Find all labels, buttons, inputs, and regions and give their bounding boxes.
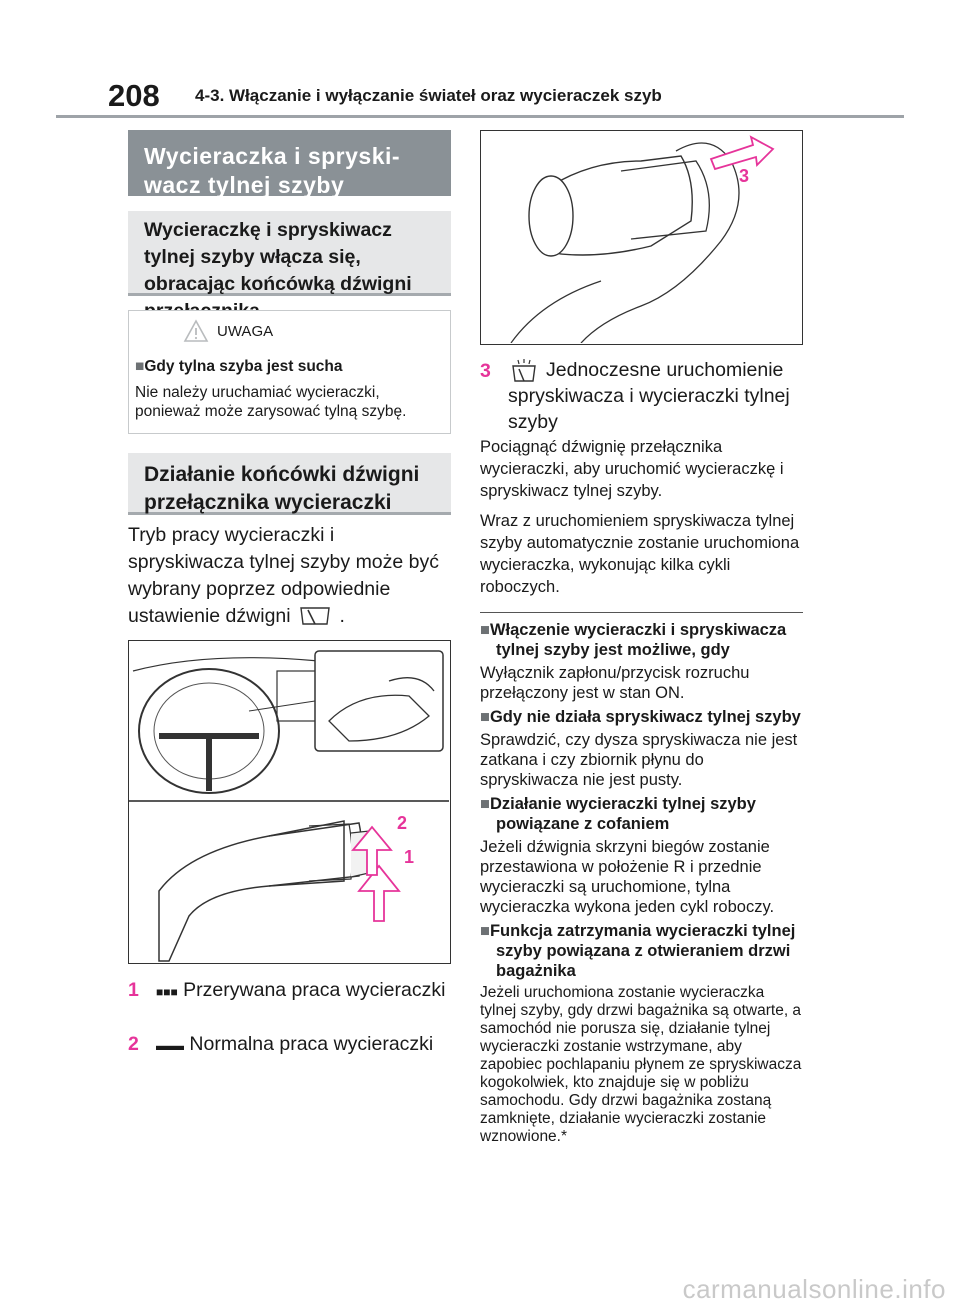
rear-wiper-icon xyxy=(298,604,332,630)
lever-figure xyxy=(128,640,451,964)
callout-2-number: 2 xyxy=(128,1033,139,1055)
note-item xyxy=(480,707,803,790)
caution-heading: ■Gdy tylna szyba jest sucha xyxy=(135,358,343,375)
callout-1 xyxy=(128,976,451,1006)
notes-list xyxy=(480,620,803,1146)
figure-label-3: 3 xyxy=(739,166,750,186)
note-heading: ■Włączenie wycieraczki i spryskiwacza tylnej szyby jest możliwe, gdy xyxy=(480,621,787,659)
figure-label-1: 1 xyxy=(404,847,415,867)
lever-illustration xyxy=(129,641,449,962)
callout-1-number: 1 xyxy=(128,979,139,1001)
note-heading: ■Funkcja zatrzymania wycieraczki tylnej szyby powiązana z otwieraniem drzwi bagażnika xyxy=(480,922,796,980)
caution-label: UWAGA xyxy=(217,323,274,340)
header-rule xyxy=(56,115,904,118)
step-3-number: 3 xyxy=(480,360,491,382)
bullet-square-icon: ■ xyxy=(480,621,490,639)
step-3-text: Jednoczesne uruchomienie spryskiwacza i wycieraczki tylnej szyby xyxy=(508,359,790,433)
bullet-square-icon: ■ xyxy=(135,358,145,375)
note-text: Wyłącznik zapłonu/przycisk rozruchu przełączony jest w stan ON. xyxy=(480,664,750,702)
note-item xyxy=(480,921,803,1146)
callout-2 xyxy=(128,1030,451,1059)
pull-illustration xyxy=(481,131,801,343)
paragraph-2: Wraz z uruchomieniem spryskiwacza tylnej szyby automatycznie zostanie uruchomiona wycieraczka, wykonując kilka cykli roboczych. xyxy=(480,512,800,596)
paragraph-1: Pociągnąć dźwignię przełącznika wycieraczki, aby uruchomić wycieraczkę i spryskiwacz tylnej szyby. xyxy=(480,438,784,500)
bullet-square-icon: ■ xyxy=(480,795,490,813)
caution-box xyxy=(128,310,451,434)
note-heading: ■Gdy nie działa spryskiwacz tylnej szyby xyxy=(480,708,801,726)
intermittent-icon: ■■■ xyxy=(156,985,178,999)
subsection-title: Działanie końcówki dźwigni przełącznika wycieraczki xyxy=(128,453,451,515)
page-number: 208 xyxy=(108,78,160,113)
note-text: Sprawdzić, czy dysza spryskiwacza nie jest zatkana i czy zbiornik płynu do spryskiwacza nie jest pusty. xyxy=(480,731,798,789)
intro-text: Wycieraczkę i spryskiwacz tylnej szyby włącza się, obracając końcówką dźwigni xyxy=(144,219,412,295)
step-3 xyxy=(480,357,803,435)
note-item xyxy=(480,794,803,917)
washer-wiper-icon xyxy=(510,359,538,383)
caution-text: Nie należy uruchamiać wycieraczki, ponieważ może zarysować tylną szybę. xyxy=(135,384,407,420)
note-heading: ■Działanie wycieraczki tylnej szyby powiązane z cofaniem xyxy=(480,795,756,833)
chapter-title: 4-3. Włączanie i wyłączanie świateł oraz wycieraczek szyb xyxy=(195,86,662,105)
note-item xyxy=(480,620,803,703)
warning-icon xyxy=(183,319,209,343)
section-title-line-1: Wycieraczka i spryski- xyxy=(144,143,401,169)
pull-figure xyxy=(480,130,803,345)
callout-2-text: Normalna praca wycieraczki xyxy=(189,1033,434,1055)
note-text: Jeżeli dźwignia skrzyni biegów zostanie przestawiona w położenie R i przednie wycieraczki są uruchomione, tylna wycieraczka wykona jeden cykl roboczy. xyxy=(480,838,775,916)
note-text: Jeżeli uruchomiona zostanie wycieraczka tylnej szyby, gdy drzwi bagażnika są otwarte, a samochód nie porusza się, działanie tylnej wycieraczki zostanie wstrzymane, aby zapobiec pochlapaniu płynem ze spryskiwacza kogokolwiek, kto znajduje się w pobliżu samochodu. Gdy drzwi bagażnika zostaną zamknięte, działanie wycieraczki zostanie wznowione.* xyxy=(480,984,802,1145)
figure-label-2: 2 xyxy=(397,813,408,833)
callout-1-text: Przerywana praca wycieraczki xyxy=(183,979,446,1001)
bullet-square-icon: ■ xyxy=(480,708,490,726)
section-title-line-2: wacz tylnej szyby xyxy=(144,172,345,198)
footer-watermark: carmanualsonline.info xyxy=(682,1274,946,1304)
bullet-square-icon: ■ xyxy=(480,922,490,940)
normal-icon: ▬▬ xyxy=(156,1037,184,1053)
intro-box xyxy=(128,211,451,296)
body-text: Tryb pracy wycieraczki i spryskiwacza tylnej szyby może być wybrany poprzez odpowiednie ustawienie dźwigni . xyxy=(128,522,451,630)
notes-divider xyxy=(480,612,803,613)
section-title xyxy=(128,130,451,196)
